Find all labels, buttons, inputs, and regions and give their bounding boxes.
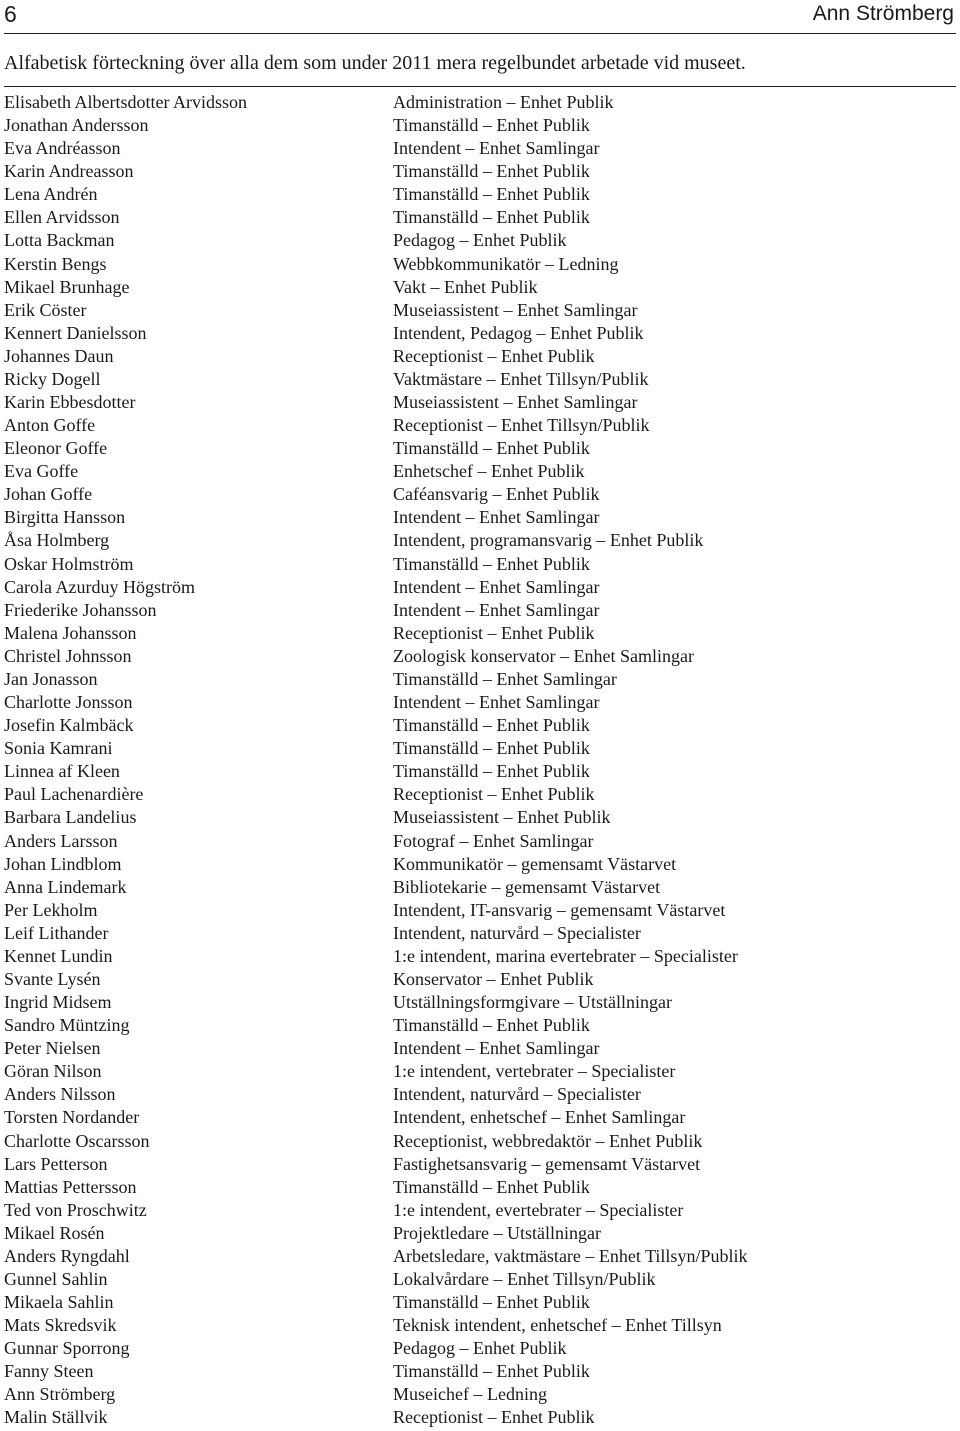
staff-name: Johan Goffe	[4, 484, 93, 505]
staff-role: Arbetsledare, vaktmästare – Enhet Tillsyn/Publik	[393, 1245, 748, 1266]
staff-row	[4, 253, 956, 276]
staff-name: Per Lekholm	[4, 899, 98, 920]
header-divider	[4, 33, 956, 34]
staff-role: Receptionist – Enhet Publik	[393, 345, 595, 366]
staff-row	[4, 299, 956, 322]
staff-role: Timanställd – Enhet Publik	[393, 761, 590, 782]
staff-role: Webbkommunikatör – Ledning	[393, 253, 619, 274]
staff-row	[4, 414, 956, 437]
staff-name: Anders Ryngdahl	[4, 1245, 130, 1266]
staff-role: Vakt – Enhet Publik	[393, 276, 538, 297]
staff-role: Timanställd – Enhet Publik	[393, 1292, 590, 1313]
staff-name: Sandro Müntzing	[4, 1015, 130, 1036]
staff-role: Intendent, programansvarig – Enhet Publik	[393, 530, 704, 551]
staff-row	[4, 576, 956, 599]
staff-name: Malena Johansson	[4, 622, 137, 643]
staff-role: Kommunikatör – gemensamt Västarvet	[393, 853, 677, 874]
staff-role: 1:e intendent, evertebrater – Specialister	[393, 1199, 684, 1220]
staff-name: Malin Ställvik	[4, 1407, 108, 1428]
staff-name: Johan Lindblom	[4, 853, 122, 874]
staff-name: Karin Andreasson	[4, 161, 134, 182]
staff-name: Åsa Holmberg	[4, 530, 110, 551]
staff-row	[4, 229, 956, 252]
staff-role: Fotograf – Enhet Samlingar	[393, 830, 594, 851]
staff-row	[4, 737, 956, 760]
staff-role: Lokalvårdare – Enhet Tillsyn/Publik	[393, 1268, 656, 1289]
staff-role: Teknisk intendent, enhetschef – Enhet Tillsyn	[393, 1315, 722, 1336]
staff-name: Torsten Nordander	[4, 1107, 140, 1128]
staff-role: Museiassistent – Enhet Samlingar	[393, 392, 638, 413]
staff-name: Svante Lysén	[4, 968, 101, 989]
staff-row	[4, 783, 956, 806]
staff-name: Erik Cöster	[4, 299, 87, 320]
staff-role: Timanställd – Enhet Publik	[393, 1015, 590, 1036]
staff-role: Timanställd – Enhet Publik	[393, 738, 590, 759]
staff-row	[4, 1245, 956, 1268]
staff-row	[4, 991, 956, 1014]
staff-role: Vaktmästare – Enhet Tillsyn/Publik	[393, 368, 649, 389]
staff-row	[4, 760, 956, 783]
staff-row	[4, 1060, 956, 1083]
staff-row	[4, 922, 956, 945]
staff-name: Mattias Pettersson	[4, 1176, 137, 1197]
staff-name: Christel Johnsson	[4, 645, 132, 666]
staff-name: Friederike Johansson	[4, 599, 157, 620]
staff-role: Utställningsformgivare – Utställningar	[393, 992, 672, 1013]
staff-role: Intendent – Enhet Samlingar	[393, 692, 600, 713]
staff-role: Pedagog – Enhet Publik	[393, 1338, 567, 1359]
page-header	[0, 0, 960, 32]
staff-row	[4, 1014, 956, 1037]
staff-list	[4, 91, 956, 1430]
staff-role: Museiassistent – Enhet Samlingar	[393, 299, 638, 320]
staff-name: Jonathan Andersson	[4, 115, 149, 136]
staff-name: Ricky Dogell	[4, 368, 101, 389]
staff-name: Mikael Rosén	[4, 1222, 105, 1243]
staff-role: Projektledare – Utställningar	[393, 1222, 601, 1243]
staff-role: Pedagog – Enhet Publik	[393, 230, 567, 251]
staff-role: Zoologisk konservator – Enhet Samlingar	[393, 645, 694, 666]
staff-name: Eleonor Goffe	[4, 438, 108, 459]
staff-row	[4, 830, 956, 853]
staff-row	[4, 506, 956, 529]
staff-row	[4, 1337, 956, 1360]
staff-name: Lena Andrén	[4, 184, 98, 205]
staff-name: Barbara Landelius	[4, 807, 137, 828]
staff-name: Anders Nilsson	[4, 1084, 116, 1105]
staff-role: Intendent, naturvård – Specialister	[393, 1084, 641, 1105]
staff-role: Timanställd – Enhet Publik	[393, 553, 590, 574]
intro-text: Alfabetisk förteckning över alla dem som under 2011 mera regelbundet arbetade vid museet.	[4, 52, 746, 74]
staff-row	[4, 1106, 956, 1129]
staff-name: Paul Lachenardière	[4, 784, 144, 805]
staff-row	[4, 622, 956, 645]
staff-row	[4, 137, 956, 160]
staff-name: Peter Nielsen	[4, 1038, 101, 1059]
staff-name: Carola Azurduy Högström	[4, 576, 195, 597]
staff-row	[4, 529, 956, 552]
staff-row	[4, 437, 956, 460]
staff-name: Eva Andréasson	[4, 138, 121, 159]
staff-row	[4, 945, 956, 968]
staff-row	[4, 968, 956, 991]
staff-role: Bibliotekarie – gemensamt Västarvet	[393, 876, 661, 897]
staff-name: Johannes Daun	[4, 345, 114, 366]
staff-name: Anders Larsson	[4, 830, 118, 851]
staff-role: Intendent, naturvård – Specialister	[393, 922, 641, 943]
staff-row	[4, 206, 956, 229]
staff-row	[4, 1176, 956, 1199]
staff-role: Intendent – Enhet Samlingar	[393, 507, 600, 528]
staff-role: Receptionist – Enhet Publik	[393, 784, 595, 805]
staff-row	[4, 1383, 956, 1406]
staff-row	[4, 876, 956, 899]
staff-role: Museichef – Ledning	[393, 1384, 547, 1405]
staff-row	[4, 276, 956, 299]
staff-role: Timanställd – Enhet Samlingar	[393, 668, 617, 689]
staff-row	[4, 1130, 956, 1153]
staff-role: Intendent – Enhet Samlingar	[393, 1038, 600, 1059]
staff-name: Birgitta Hansson	[4, 507, 126, 528]
staff-name: Lotta Backman	[4, 230, 115, 251]
staff-row	[4, 1406, 956, 1429]
staff-name: Josefin Kalmbäck	[4, 715, 134, 736]
staff-row	[4, 160, 956, 183]
intro-divider	[4, 86, 956, 87]
staff-name: Leif Lithander	[4, 922, 109, 943]
staff-role: Timanställd – Enhet Publik	[393, 115, 590, 136]
staff-role: 1:e intendent, vertebrater – Specialister	[393, 1061, 676, 1082]
staff-name: Linnea af Kleen	[4, 761, 120, 782]
staff-name: Gunnar Sporrong	[4, 1338, 130, 1359]
staff-name: Fanny Steen	[4, 1361, 94, 1382]
staff-name: Lars Petterson	[4, 1153, 108, 1174]
staff-role: Timanställd – Enhet Publik	[393, 1176, 590, 1197]
staff-name: Anton Goffe	[4, 415, 96, 436]
staff-name: Jan Jonasson	[4, 668, 98, 689]
staff-row	[4, 1153, 956, 1176]
staff-row	[4, 1291, 956, 1314]
staff-name: Charlotte Oscarsson	[4, 1130, 150, 1151]
staff-role: Receptionist, webbredaktör – Enhet Publik	[393, 1130, 703, 1151]
staff-role: Museiassistent – Enhet Publik	[393, 807, 611, 828]
staff-row	[4, 1222, 956, 1245]
staff-role: Timanställd – Enhet Publik	[393, 207, 590, 228]
staff-role: Intendent – Enhet Samlingar	[393, 576, 600, 597]
staff-role: Receptionist – Enhet Publik	[393, 622, 595, 643]
staff-role: Enhetschef – Enhet Publik	[393, 461, 585, 482]
staff-role: Timanställd – Enhet Publik	[393, 1361, 590, 1382]
staff-role: Administration – Enhet Publik	[393, 92, 614, 112]
staff-name: Mats Skredsvik	[4, 1315, 117, 1336]
staff-role: Intendent, IT-ansvarig – gemensamt Västarvet	[393, 899, 726, 920]
staff-name: Anna Lindemark	[4, 876, 127, 897]
staff-row	[4, 1268, 956, 1291]
staff-name: Ingrid Midsem	[4, 992, 112, 1013]
staff-role: Receptionist – Enhet Publik	[393, 1407, 595, 1428]
staff-name: Mikaela Sahlin	[4, 1292, 114, 1313]
staff-role: Intendent, Pedagog – Enhet Publik	[393, 322, 644, 343]
staff-name: Kerstin Bengs	[4, 253, 107, 274]
staff-row	[4, 1037, 956, 1060]
staff-row	[4, 1360, 956, 1383]
staff-role: Fastighetsansvarig – gemensamt Västarvet	[393, 1153, 701, 1174]
staff-row	[4, 645, 956, 668]
staff-row	[4, 114, 956, 137]
staff-row	[4, 599, 956, 622]
staff-row	[4, 691, 956, 714]
staff-name: Ann Strömberg	[4, 1384, 116, 1405]
page-author: Ann Strömberg	[812, 2, 954, 25]
staff-name: Gunnel Sahlin	[4, 1268, 108, 1289]
page-number: 6	[4, 1, 17, 27]
staff-row	[4, 1083, 956, 1106]
staff-role: Timanställd – Enhet Publik	[393, 184, 590, 205]
staff-name: Elisabeth Albertsdotter Arvidsson	[4, 92, 247, 112]
staff-row	[4, 391, 956, 414]
staff-row	[4, 460, 956, 483]
staff-name: Eva Goffe	[4, 461, 79, 482]
staff-row	[4, 91, 956, 114]
staff-role: Timanställd – Enhet Publik	[393, 438, 590, 459]
staff-row	[4, 853, 956, 876]
staff-row	[4, 483, 956, 506]
staff-name: Charlotte Jonsson	[4, 692, 133, 713]
staff-role: Konservator – Enhet Publik	[393, 968, 594, 989]
staff-row	[4, 553, 956, 576]
staff-row	[4, 714, 956, 737]
staff-name: Kennert Danielsson	[4, 322, 147, 343]
staff-row	[4, 1199, 956, 1222]
staff-role: Intendent, enhetschef – Enhet Samlingar	[393, 1107, 686, 1128]
staff-name: Ellen Arvidsson	[4, 207, 120, 228]
staff-name: Göran Nilson	[4, 1061, 102, 1082]
staff-row	[4, 899, 956, 922]
staff-name: Karin Ebbesdotter	[4, 392, 136, 413]
staff-role: Intendent – Enhet Samlingar	[393, 599, 600, 620]
staff-row	[4, 345, 956, 368]
staff-name: Oskar Holmström	[4, 553, 134, 574]
staff-role: Receptionist – Enhet Tillsyn/Publik	[393, 415, 650, 436]
staff-role: Timanställd – Enhet Publik	[393, 161, 590, 182]
staff-row	[4, 668, 956, 691]
staff-row	[4, 806, 956, 829]
staff-name: Kennet Lundin	[4, 945, 113, 966]
staff-row	[4, 368, 956, 391]
staff-name: Mikael Brunhage	[4, 276, 130, 297]
staff-row	[4, 322, 956, 345]
staff-role: 1:e intendent, marina evertebrater – Specialister	[393, 945, 738, 966]
staff-role: Intendent – Enhet Samlingar	[393, 138, 600, 159]
staff-row	[4, 183, 956, 206]
staff-row	[4, 1314, 956, 1337]
staff-role: Timanställd – Enhet Publik	[393, 715, 590, 736]
staff-role: Caféansvarig – Enhet Publik	[393, 484, 600, 505]
staff-name: Sonia Kamrani	[4, 738, 113, 759]
staff-name: Ted von Proschwitz	[4, 1199, 147, 1220]
